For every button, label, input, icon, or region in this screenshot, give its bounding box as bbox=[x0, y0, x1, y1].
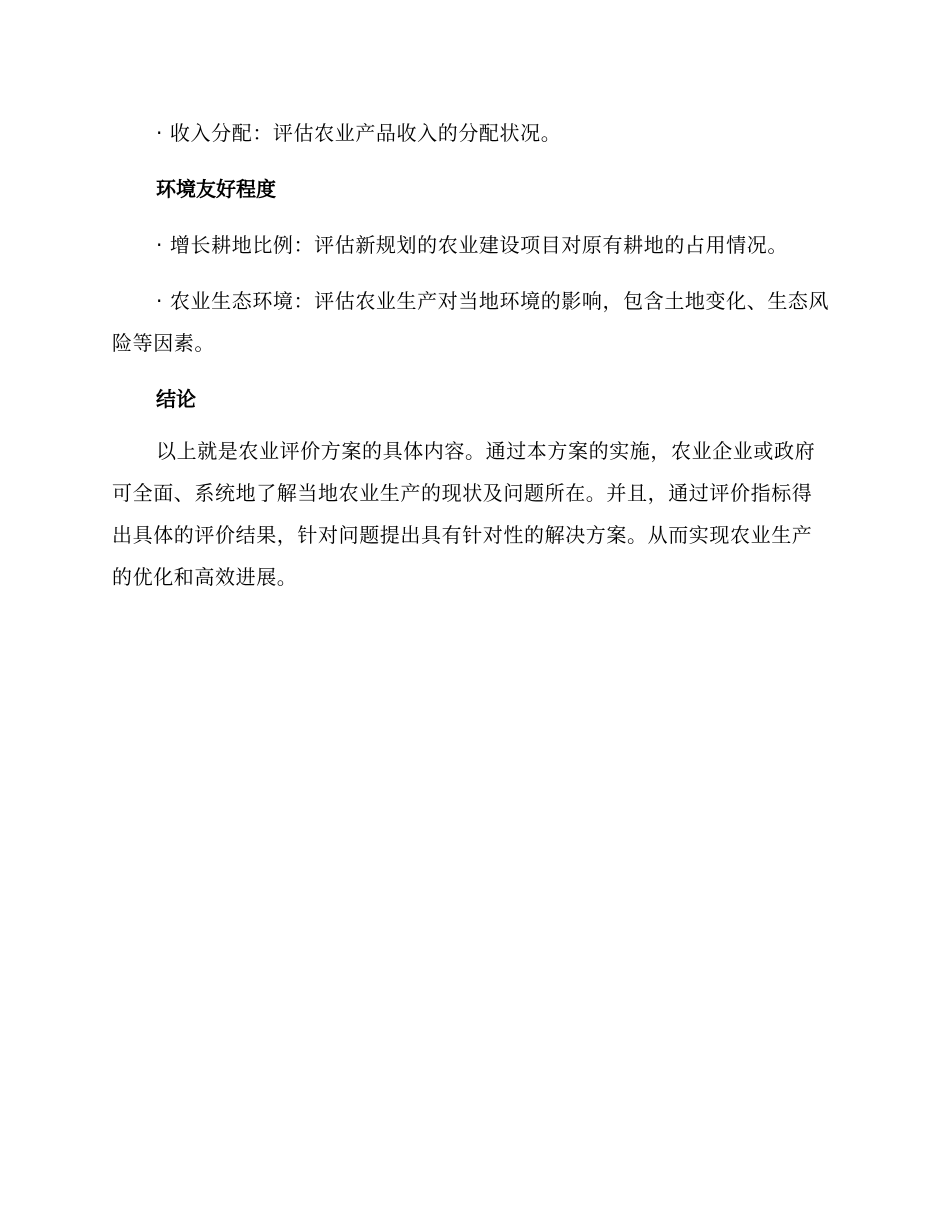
conclusion-paragraph: 以上就是农业评价方案的具体内容。通过本方案的实施，农业企业或政府可全面、系统地了解当地农业生产的现状及问题所在。并且，通过评价指标得出具体的评价结果，针对问题提出具有针对性的解决方案。从而实现农业生产的优化和高效进展。 bbox=[112, 439, 816, 589]
document-content bbox=[112, 112, 832, 598]
bullet-farmland-ratio: · 增长耕地比例：评估新规划的农业建设项目对原有耕地的占用情况。 bbox=[156, 233, 788, 257]
bullet-eco-environment: · 农业生态环境：评估农业生产对当地环境的影响，包含土地变化、生态风险等因素。 bbox=[112, 289, 830, 355]
spacer bbox=[112, 420, 832, 430]
heading-conclusion: 结论 bbox=[156, 387, 196, 411]
bullet-income-distribution: · 收入分配：评估农业产品收入的分配状况。 bbox=[156, 121, 562, 145]
spacer bbox=[112, 154, 832, 168]
spacer bbox=[112, 266, 832, 280]
spacer bbox=[112, 364, 832, 378]
heading-environment-friendliness: 环境友好程度 bbox=[156, 177, 276, 201]
spacer bbox=[112, 210, 832, 224]
